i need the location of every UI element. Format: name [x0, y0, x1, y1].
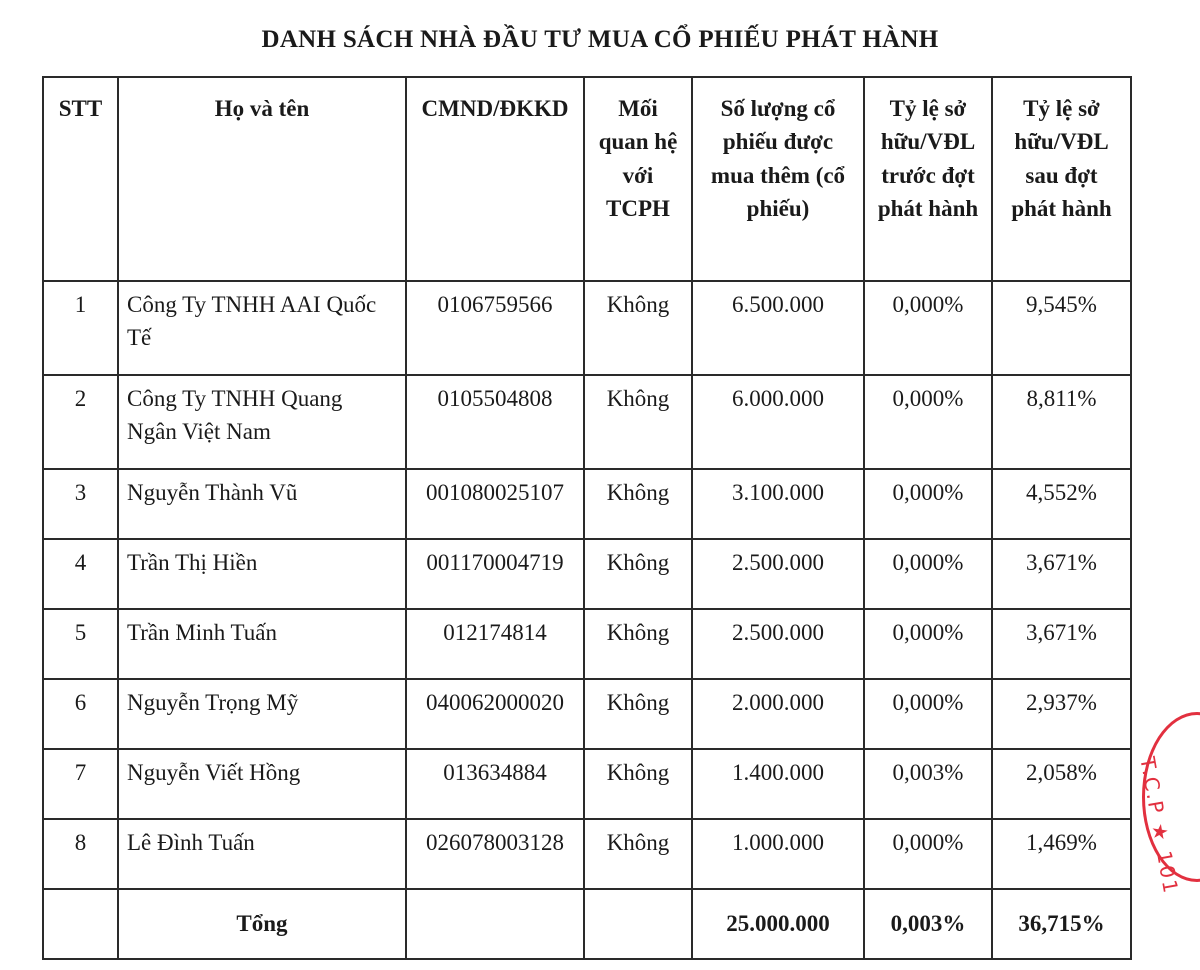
cell-ratio-before: 0,000%: [864, 539, 992, 609]
table-row: [43, 281, 1131, 375]
cell-relation: Không: [584, 609, 692, 679]
cell-ratio-after: 4,552%: [992, 469, 1131, 539]
header-ratio-before: Tỷ lệ sở hữu/VĐL trước đợt phát hành: [864, 77, 992, 281]
total-quantity: 25.000.000: [692, 889, 864, 959]
cell-quantity: 2.500.000: [692, 539, 864, 609]
header-relation: Mối quan hệ với TCPH: [584, 77, 692, 281]
total-label: Tổng: [118, 889, 406, 959]
stamp-text: T.C.P ★ 101: [1135, 755, 1184, 897]
document-title: DANH SÁCH NHÀ ĐẦU TƯ MUA CỔ PHIẾU PHÁT HÀNH: [261, 26, 939, 53]
header-stt: STT: [43, 77, 118, 281]
total-ratio-after: 36,715%: [992, 889, 1131, 959]
cell-quantity: 2.500.000: [692, 609, 864, 679]
cell-ratio-after: 1,469%: [992, 819, 1131, 889]
cell-ratio-before: 0,000%: [864, 469, 992, 539]
cell-id: 0105504808: [406, 375, 584, 469]
header-ratio-after: Tỷ lệ sở hữu/VĐL sau đợt phát hành: [992, 77, 1131, 281]
cell-id: 040062000020: [406, 679, 584, 749]
cell-id: 0106759566: [406, 281, 584, 375]
total-cell-stt: [43, 889, 118, 959]
table-row: [43, 375, 1131, 469]
cell-name: Nguyễn Viết Hồng: [118, 749, 406, 819]
company-seal-stamp: [1135, 712, 1200, 897]
table-row: [43, 609, 1131, 679]
cell-id: 001080025107: [406, 469, 584, 539]
header-quantity: Số lượng cổ phiếu được mua thêm (cổ phiếu): [692, 77, 864, 281]
cell-ratio-before: 0,000%: [864, 679, 992, 749]
cell-name: Trần Minh Tuấn: [118, 609, 406, 679]
cell-ratio-after: 9,545%: [992, 281, 1131, 375]
cell-ratio-after: 2,937%: [992, 679, 1131, 749]
total-ratio-before: 0,003%: [864, 889, 992, 959]
cell-quantity: 2.000.000: [692, 679, 864, 749]
cell-relation: Không: [584, 749, 692, 819]
cell-relation: Không: [584, 819, 692, 889]
total-cell-relation: [584, 889, 692, 959]
cell-name: Trần Thị Hiền: [118, 539, 406, 609]
cell-name: Lê Đình Tuấn: [118, 819, 406, 889]
cell-id: 026078003128: [406, 819, 584, 889]
cell-ratio-before: 0,003%: [864, 749, 992, 819]
cell-ratio-after: 8,811%: [992, 375, 1131, 469]
table-row: [43, 539, 1131, 609]
cell-ratio-after: 3,671%: [992, 609, 1131, 679]
table-row: [43, 679, 1131, 749]
total-cell-id: [406, 889, 584, 959]
cell-id: 013634884: [406, 749, 584, 819]
investor-table: [42, 76, 1132, 960]
table-row: [43, 819, 1131, 889]
cell-stt: 2: [43, 375, 118, 469]
cell-ratio-before: 0,000%: [864, 819, 992, 889]
cell-name: Nguyễn Thành Vũ: [118, 469, 406, 539]
cell-ratio-before: 0,000%: [864, 609, 992, 679]
cell-stt: 4: [43, 539, 118, 609]
cell-relation: Không: [584, 281, 692, 375]
cell-name: Công Ty TNHH AAI Quốc Tế: [118, 281, 406, 375]
cell-relation: Không: [584, 539, 692, 609]
cell-quantity: 3.100.000: [692, 469, 864, 539]
cell-relation: Không: [584, 375, 692, 469]
header-name: Họ và tên: [118, 77, 406, 281]
table-row: [43, 749, 1131, 819]
header-row: [43, 77, 1131, 281]
cell-ratio-after: 3,671%: [992, 539, 1131, 609]
cell-id: 001170004719: [406, 539, 584, 609]
cell-ratio-after: 2,058%: [992, 749, 1131, 819]
cell-stt: 3: [43, 469, 118, 539]
total-row: [43, 889, 1131, 959]
table-row: [43, 469, 1131, 539]
cell-relation: Không: [584, 469, 692, 539]
header-id: CMND/ĐKKD: [406, 77, 584, 281]
cell-stt: 5: [43, 609, 118, 679]
cell-name: Nguyễn Trọng Mỹ: [118, 679, 406, 749]
cell-name: Công Ty TNHH Quang Ngân Việt Nam: [118, 375, 406, 469]
cell-quantity: 1.000.000: [692, 819, 864, 889]
cell-relation: Không: [584, 679, 692, 749]
cell-stt: 7: [43, 749, 118, 819]
cell-id: 012174814: [406, 609, 584, 679]
cell-ratio-before: 0,000%: [864, 375, 992, 469]
cell-quantity: 6.000.000: [692, 375, 864, 469]
cell-stt: 6: [43, 679, 118, 749]
cell-stt: 8: [43, 819, 118, 889]
cell-quantity: 1.400.000: [692, 749, 864, 819]
cell-stt: 1: [43, 281, 118, 375]
cell-ratio-before: 0,000%: [864, 281, 992, 375]
cell-quantity: 6.500.000: [692, 281, 864, 375]
